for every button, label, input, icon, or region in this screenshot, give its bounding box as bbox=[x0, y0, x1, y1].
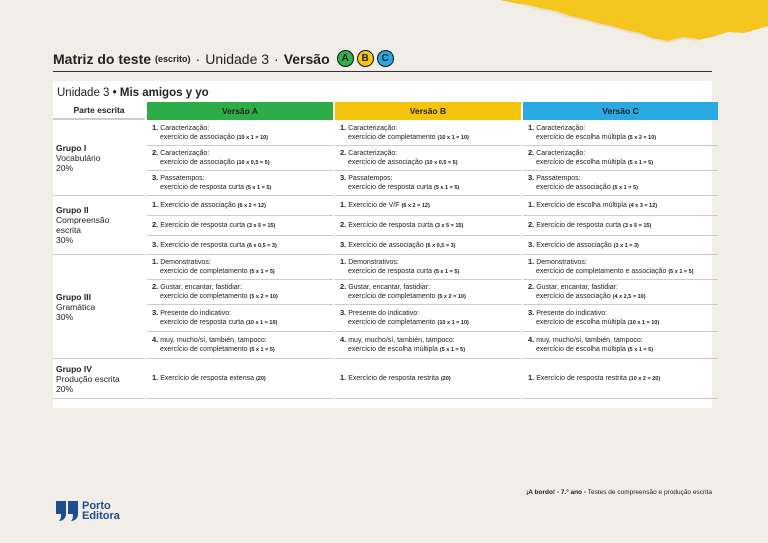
item-number: 4. bbox=[152, 335, 159, 344]
item-exercise: exercício de associação bbox=[536, 293, 611, 300]
item-exercise: exercício de completamento bbox=[160, 293, 248, 300]
item-number: 3. bbox=[340, 308, 347, 317]
item-text: Caracterização: bbox=[348, 124, 398, 132]
item-score: (5 x 1 = 5) bbox=[627, 347, 654, 353]
item-number: 2. bbox=[340, 148, 347, 157]
group-name: Grupo II bbox=[56, 205, 89, 215]
item-score: (5 x 2 = 10) bbox=[249, 294, 278, 300]
table-cell bbox=[335, 305, 521, 332]
table-cell bbox=[523, 332, 718, 359]
header-part: Parte escrita bbox=[53, 102, 145, 120]
page-title: Matriz do teste bbox=[53, 50, 152, 67]
card-title bbox=[53, 84, 712, 102]
table-cell bbox=[147, 255, 333, 280]
group-desc: Compreensão bbox=[56, 215, 110, 225]
item-exercise: exercício de completamento bbox=[348, 319, 436, 326]
table-cell bbox=[523, 255, 718, 280]
item-text: Demonstrativos: bbox=[536, 259, 587, 266]
item-text: Gustar, encantar, fastidiar: bbox=[160, 284, 242, 291]
group-desc: escrita bbox=[56, 225, 82, 235]
item-text: Caracterização: bbox=[160, 150, 210, 157]
table-cell bbox=[147, 236, 333, 255]
table-cell bbox=[147, 146, 333, 171]
item-number: 1. bbox=[340, 257, 347, 266]
item-text: Exercício de resposta extensa bbox=[160, 375, 254, 382]
group-name: Grupo III bbox=[56, 291, 91, 302]
table-cell bbox=[523, 359, 718, 399]
logo-line-2: Editora bbox=[82, 510, 120, 522]
item-exercise: exercício de resposta curta bbox=[348, 268, 433, 275]
table-row bbox=[53, 196, 718, 216]
table-cell bbox=[523, 171, 718, 196]
table-cell bbox=[335, 359, 521, 399]
logo-line-1: Porto bbox=[82, 500, 111, 512]
item-score: (5 x 1 = 5) bbox=[434, 269, 460, 275]
item-number: 2. bbox=[528, 282, 535, 291]
title-separator: · bbox=[274, 50, 279, 67]
item-exercise: exercício de associação bbox=[536, 184, 611, 191]
table-cell bbox=[335, 236, 521, 255]
porto-editora-logo-icon bbox=[55, 500, 79, 522]
table-cell bbox=[523, 146, 718, 171]
item-text: Caracterização: bbox=[160, 124, 210, 132]
item-exercise: exercício de associação bbox=[160, 133, 235, 141]
group-name: Grupo IV bbox=[56, 363, 92, 374]
item-score: (5 x 1 = 5) bbox=[627, 160, 654, 166]
item-number: 1. bbox=[528, 257, 535, 266]
table-cell bbox=[335, 196, 521, 216]
table-cell bbox=[335, 146, 521, 171]
table-cell bbox=[523, 280, 718, 305]
item-text: Exercício de V/F bbox=[348, 202, 400, 209]
table-cell bbox=[147, 120, 333, 146]
item-text: Gustar, encantar, fastidiar: bbox=[536, 284, 618, 291]
item-exercise: exercício de resposta curta bbox=[160, 319, 245, 326]
table-cell bbox=[147, 196, 333, 216]
footer-book: ¡A bordo! - 7.º ano - bbox=[526, 489, 586, 496]
item-number: 3. bbox=[152, 308, 159, 317]
item-exercise: exercício de completamento bbox=[348, 133, 436, 141]
header-rule bbox=[53, 71, 712, 72]
item-exercise: exercício de completamento bbox=[160, 268, 248, 275]
table-cell bbox=[335, 216, 521, 236]
item-number: 1. bbox=[152, 200, 159, 209]
page-header bbox=[53, 50, 394, 67]
item-exercise: exercício de completamento bbox=[348, 293, 436, 300]
group-pct: 20% bbox=[56, 162, 74, 173]
card-unit: Unidade 3 bbox=[57, 87, 110, 99]
item-number: 2. bbox=[340, 282, 347, 291]
item-score: (5 x 2 = 10) bbox=[437, 294, 466, 300]
item-score: (5 x 1 = 5) bbox=[434, 185, 460, 191]
table-cell bbox=[335, 280, 521, 305]
card-theme: Mis amigos y yo bbox=[119, 87, 209, 99]
item-score: (3 x 5 = 15) bbox=[623, 223, 652, 229]
item-score: (10 x 1 = 10) bbox=[246, 320, 278, 326]
table-cell bbox=[335, 120, 521, 146]
item-score: (3 x 1 = 3) bbox=[613, 242, 639, 249]
group-desc: Gramática bbox=[56, 301, 96, 312]
table-row bbox=[53, 236, 718, 255]
table-cell bbox=[523, 216, 718, 236]
group-pct: 30% bbox=[56, 235, 74, 245]
item-number: 1. bbox=[528, 373, 535, 382]
item-text: muy, mucho/sí, también, tampoco: bbox=[536, 337, 643, 344]
item-score: (6 x 2 = 12) bbox=[401, 203, 430, 209]
group-desc: Vocabulário bbox=[56, 152, 101, 163]
table-cell bbox=[523, 305, 718, 332]
item-score: (10 x 0,5 = 5) bbox=[236, 160, 270, 166]
table-row bbox=[53, 146, 718, 171]
group-cell bbox=[53, 120, 145, 196]
item-number: 1. bbox=[152, 257, 159, 266]
table-cell bbox=[147, 280, 333, 305]
group-desc: Produção escrita bbox=[56, 373, 120, 384]
item-exercise: exercício de escolha múltipla bbox=[536, 133, 626, 141]
item-number: 2. bbox=[152, 282, 159, 291]
item-number: 1. bbox=[340, 373, 347, 382]
version-c-badge: C bbox=[377, 50, 394, 67]
logo-text bbox=[82, 501, 120, 521]
table-header-row bbox=[53, 102, 718, 120]
item-text: Exercício de escolha múltipla bbox=[536, 202, 627, 209]
footer-credit bbox=[526, 489, 712, 496]
item-exercise: exercício de escolha múltipla bbox=[348, 346, 438, 353]
group-cell bbox=[53, 359, 145, 399]
item-number: 2. bbox=[152, 148, 159, 157]
item-exercise: exercício de escolha múltipla bbox=[536, 319, 626, 326]
table-cell bbox=[335, 332, 521, 359]
group-pct: 20% bbox=[56, 383, 74, 394]
page-title-qualifier: (escrito) bbox=[155, 53, 191, 64]
item-number: 2. bbox=[528, 148, 535, 157]
item-exercise: exercício de associação bbox=[348, 159, 423, 166]
item-score: (5 x 2 = 10) bbox=[627, 134, 657, 141]
table-row bbox=[53, 255, 718, 280]
version-b-badge: B bbox=[357, 50, 374, 67]
item-score: (4 x 3 = 12) bbox=[628, 203, 658, 209]
version-label: Versão bbox=[283, 50, 330, 67]
item-text: Caracterização: bbox=[348, 150, 398, 157]
header-version-a: Versão A bbox=[147, 102, 333, 120]
group-cell bbox=[53, 196, 145, 255]
item-score: (20) bbox=[440, 376, 451, 382]
item-score: (4 x 2,5 = 10) bbox=[612, 294, 646, 300]
item-number: 1. bbox=[340, 122, 347, 132]
item-text: Exercício de resposta curta bbox=[160, 222, 246, 229]
item-text: Exercício de resposta curta bbox=[536, 222, 622, 229]
item-text: Caracterização: bbox=[536, 124, 586, 132]
header-version-c: Versão C bbox=[523, 102, 718, 120]
table-cell bbox=[147, 332, 333, 359]
item-score: (5 x 1 = 5) bbox=[439, 347, 466, 353]
item-score: (10 x 1 = 10) bbox=[437, 320, 469, 326]
item-text: Presente do indicativo: bbox=[536, 310, 608, 317]
group-name: Grupo I bbox=[56, 142, 87, 153]
item-number: 1. bbox=[152, 122, 159, 132]
item-text: Gustar, encantar, fastidiar: bbox=[348, 284, 430, 291]
item-text: Passatempos: bbox=[160, 175, 205, 182]
table-cell bbox=[147, 305, 333, 332]
item-exercise: exercício de completamento e associação bbox=[536, 268, 667, 275]
table-cell bbox=[523, 236, 718, 255]
item-number: 4. bbox=[340, 335, 347, 344]
footer-subtitle: Testes de compreensão e produção escrita bbox=[587, 489, 712, 496]
item-text: Presente do indicativo: bbox=[348, 310, 420, 317]
group-pct: 30% bbox=[56, 311, 74, 322]
table-cell bbox=[523, 120, 718, 146]
item-number: 3. bbox=[340, 173, 347, 182]
item-number: 2. bbox=[528, 220, 535, 229]
item-text: Exercício de resposta restrita bbox=[536, 375, 627, 382]
table-cell bbox=[335, 171, 521, 196]
item-score: (10 x 1 = 10) bbox=[437, 134, 469, 141]
group-cell bbox=[53, 255, 145, 359]
item-text: Presente do indicativo: bbox=[160, 310, 232, 317]
item-number: 1. bbox=[528, 200, 535, 209]
item-text: muy, mucho/sí, también, tampoco: bbox=[348, 337, 455, 344]
item-score: (5 x 1 = 5) bbox=[246, 185, 272, 191]
table-cell bbox=[147, 359, 333, 399]
item-exercise: exercício de associação bbox=[160, 159, 235, 166]
card-bullet: • bbox=[112, 87, 117, 99]
item-score: (6 x 0,5 = 3) bbox=[425, 242, 456, 249]
matrix-table bbox=[51, 102, 720, 399]
item-exercise: exercício de escolha múltipla bbox=[536, 159, 626, 166]
item-number: 3. bbox=[340, 239, 347, 249]
title-separator: · bbox=[195, 50, 201, 67]
item-number: 1. bbox=[152, 373, 159, 382]
item-text: Passatempos: bbox=[348, 175, 393, 182]
item-exercise: exercício de escolha múltipla bbox=[536, 346, 626, 353]
item-text: Demonstrativos: bbox=[348, 259, 399, 266]
item-text: Exercício de resposta curta bbox=[160, 241, 246, 249]
item-score: (3 x 5 = 15) bbox=[247, 223, 276, 229]
table-row bbox=[53, 332, 718, 359]
item-number: 3. bbox=[152, 173, 159, 182]
table-row bbox=[53, 171, 718, 196]
item-number: 3. bbox=[528, 308, 535, 317]
item-score: (10 x 1 = 10) bbox=[236, 134, 269, 141]
item-score: (6 x 0,5 = 3) bbox=[247, 242, 277, 249]
item-text: Demonstrativos: bbox=[160, 259, 211, 266]
item-score: (3 x 5 = 15) bbox=[435, 223, 464, 229]
table-row bbox=[53, 216, 718, 236]
item-number: 1. bbox=[528, 122, 535, 132]
item-text: Caracterização: bbox=[536, 150, 586, 157]
item-score: (10 x 0,5 = 5) bbox=[424, 160, 458, 166]
item-score: (5 x 1 = 5) bbox=[249, 347, 275, 353]
item-score: (6 x 2 = 12) bbox=[237, 203, 266, 209]
item-text: muy, mucho/sí, también, tampoco: bbox=[160, 337, 267, 344]
item-text: Passatempos: bbox=[536, 175, 581, 182]
item-score: (10 x 1 = 10) bbox=[627, 320, 660, 326]
item-score: (10 x 2 = 20) bbox=[628, 376, 661, 382]
item-exercise: exercício de completamento bbox=[160, 346, 248, 353]
table-row bbox=[53, 280, 718, 305]
item-number: 1. bbox=[340, 200, 347, 209]
unit-label: Unidade 3 bbox=[205, 50, 270, 67]
item-exercise: exercício de resposta curta bbox=[160, 184, 245, 191]
item-number: 2. bbox=[340, 220, 347, 229]
item-score: (20) bbox=[255, 376, 266, 382]
item-text: Exercício de associação bbox=[348, 241, 424, 249]
item-number: 3. bbox=[528, 239, 535, 249]
porto-editora-logo bbox=[55, 500, 120, 522]
item-number: 2. bbox=[152, 220, 159, 229]
item-text: Exercício de associação bbox=[536, 241, 612, 249]
item-score: (5 x 1 = 5) bbox=[249, 269, 275, 275]
table-cell bbox=[523, 196, 718, 216]
item-score: (5 x 1 = 5) bbox=[612, 185, 638, 191]
item-text: Exercício de resposta restrita bbox=[348, 375, 439, 382]
item-number: 4. bbox=[528, 335, 535, 344]
table-row bbox=[53, 305, 718, 332]
item-text: Exercício de associação bbox=[160, 202, 236, 209]
table-cell bbox=[335, 255, 521, 280]
item-exercise: exercício de resposta curta bbox=[348, 184, 433, 191]
version-a-badge: A bbox=[337, 50, 354, 67]
table-cell bbox=[147, 216, 333, 236]
table-row bbox=[53, 120, 718, 146]
item-number: 3. bbox=[152, 239, 159, 249]
header-version-b: Versão B bbox=[335, 102, 521, 120]
matrix-card bbox=[53, 81, 712, 408]
item-score: (5 x 1 = 5) bbox=[668, 269, 694, 275]
table-row bbox=[53, 359, 718, 399]
item-number: 3. bbox=[528, 173, 535, 182]
item-text: Exercício de resposta curta bbox=[348, 222, 434, 229]
table-cell bbox=[147, 171, 333, 196]
